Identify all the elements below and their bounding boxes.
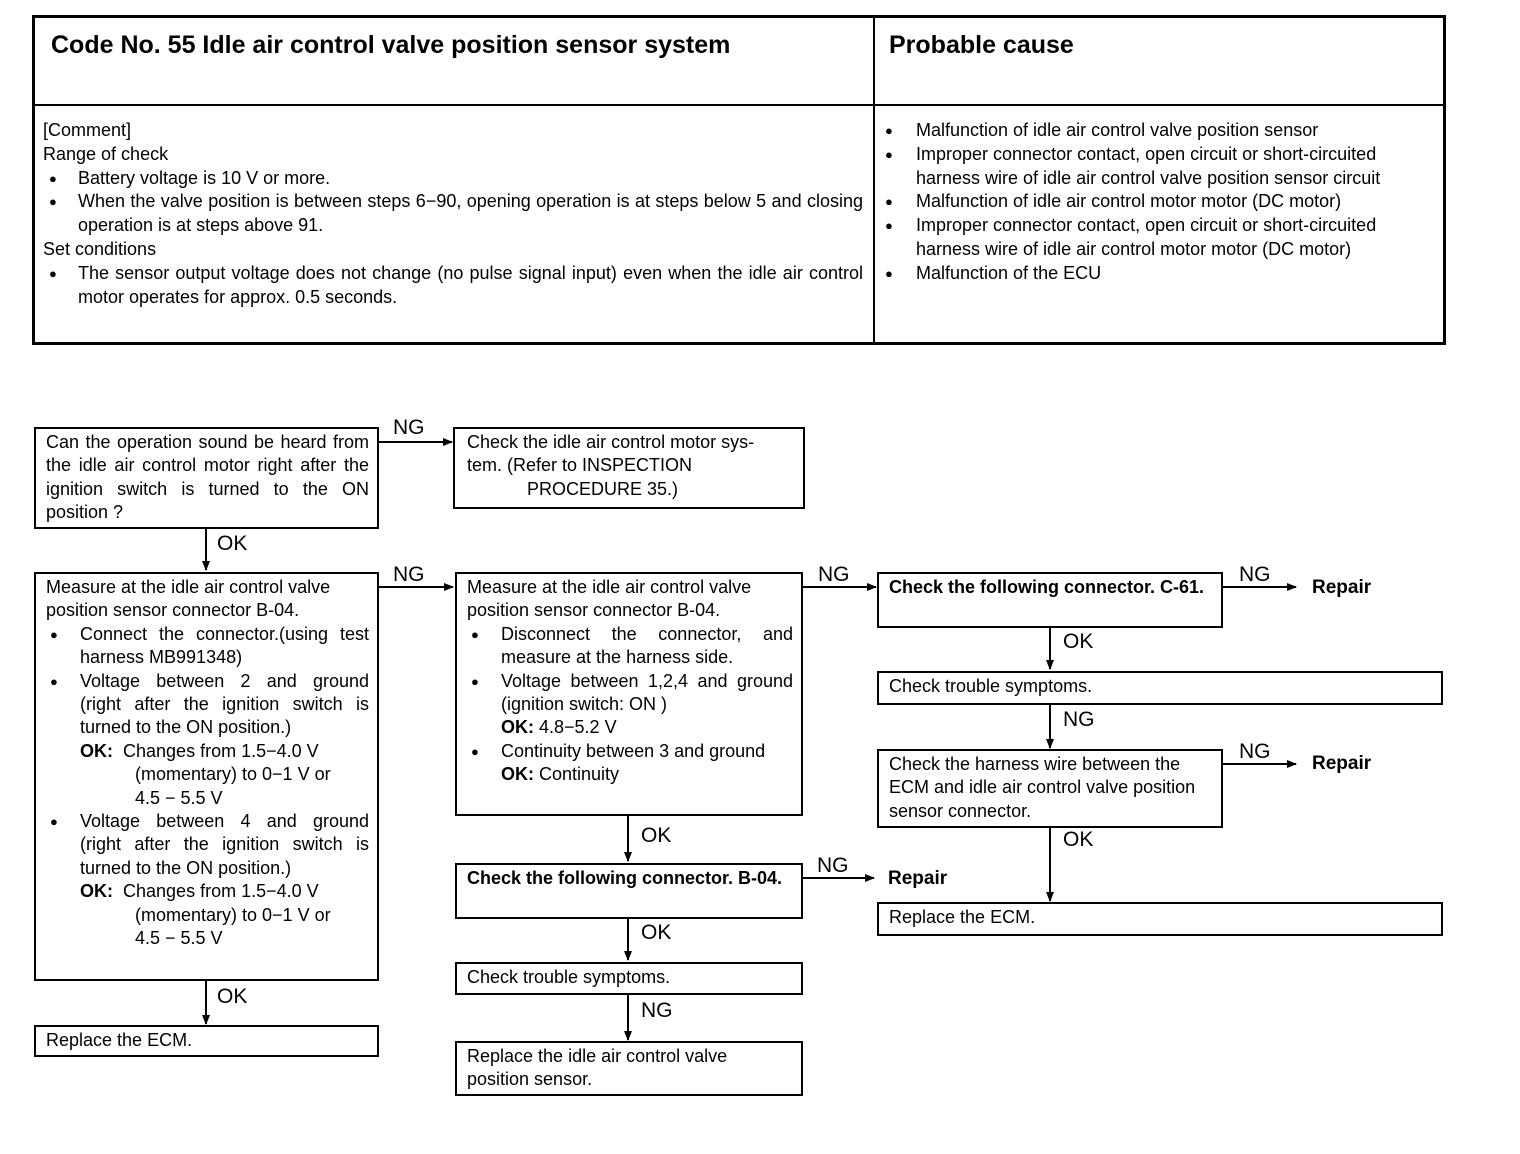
check-iac-motor-box [453,427,805,509]
check-harness-text: Check the harness wire between the ECM and idle air control valve position sensor connector. [889,754,1196,821]
range-item: ● When the valve position is between steps 6−90, opening operation is at steps below 5 and closing operation is at steps above 91. [43,190,863,238]
ok-label: OK: [501,764,534,785]
probable-cause-title: Probable cause [889,31,1074,59]
cause-item: ● Malfunction of idle air control valve position sensor [881,119,1437,143]
m2-item: ● Continuity between 3 and ground [467,740,793,763]
ok-value: (momentary) to 0−1 V or [135,764,331,785]
replace-ecm-text: Replace the ECM. [46,1030,193,1050]
trouble-symptoms-text: Check trouble symptoms. [467,967,671,987]
ok-label: OK: [501,717,534,738]
trouble-symptoms-text: Check trouble symptoms. [889,676,1093,696]
ng-label: NG [1239,740,1271,763]
m1-item: ● Connect the connector.(using test harness MB991348) [46,623,369,670]
range-item: ● Battery voltage is 10 V or more. [43,167,863,191]
check-connector-b04-box [455,863,803,919]
set-conditions-label: Set conditions [43,238,157,259]
ok-label: OK: [80,740,113,761]
q1-operation-sound-box [34,427,379,529]
check-connector-c61-text: Check the following connector. C-61. [889,577,1205,597]
m1-ok-line [46,740,369,763]
cause-item: ● Improper connector contact, open circuit or short-circuited harness wire of idle air control valve position sensor circuit [881,143,1437,191]
check-iac-line: PROCEDURE 35.) [527,478,679,499]
ok-value: (momentary) to 0−1 V or [135,904,331,925]
q1-text: Can the operation sound be heard from the idle air control motor right after the ignition switch is turned to the ON position ? [46,432,369,523]
cause-item: ● Malfunction of the ECU [881,262,1437,286]
check-harness-box [877,749,1223,828]
ok-value: Changes from 1.5−4.0 V [123,740,319,761]
replace-ecm-box-1 [34,1025,379,1057]
m2-item: ● Voltage between 1,2,4 and ground (ignition switch: ON ) [467,670,793,717]
replace-sensor-box [455,1041,803,1096]
m1-title: Measure at the idle air control valve position sensor connector B-04. [46,577,331,621]
replace-ecm-text: Replace the ECM. [889,907,1036,927]
ok-value: 4.5 − 5.5 V [135,787,223,808]
trouble-symptoms-box-1 [455,962,803,995]
m1-measure-box [34,572,379,981]
check-connector-c61-box [877,572,1223,628]
check-iac-line: tem. (Refer to INSPECTION [467,455,693,476]
ng-label: NG [641,999,673,1022]
comment-label: [Comment] [43,120,132,140]
ng-label: NG [393,416,425,439]
ok-label: OK [641,921,672,944]
ok-value: 4.5 − 5.5 V [135,928,223,949]
ng-label: NG [818,563,850,586]
range-label: Range of check [43,143,169,164]
ng-label: NG [817,854,849,877]
replace-sensor-text: Replace the idle air control valve position sensor. [467,1046,728,1090]
cause-item: ● Malfunction of idle air control motor motor (DC motor) [881,190,1437,214]
repair-label: Repair [1312,753,1372,774]
m1-item: ● Voltage between 2 and ground (right after the ignition switch is turned to the ON position.) [46,670,369,740]
trouble-symptoms-box-2 [877,671,1443,705]
m2-title: Measure at the idle air control valve position sensor connector B-04. [467,577,752,621]
check-iac-line: Check the idle air control motor sys- [467,432,755,452]
ok-label: OK [217,985,248,1008]
m1-ok-line [46,880,369,903]
m2-item: ● Disconnect the connector, and measure at the harness side. [467,623,793,670]
m2-measure-box [455,572,803,816]
check-connector-b04-text: Check the following connector. B-04. [467,868,783,888]
set-condition-item: ● The sensor output voltage does not change (no pulse signal input) even when the idle air control motor operates for approx. 0.5 seconds. [43,262,863,310]
m2-ok-line [467,763,793,786]
m2-ok-line [467,716,793,739]
ok-label: OK [1063,828,1094,851]
repair-label: Repair [1312,577,1372,598]
ok-value: Changes from 1.5−4.0 V [123,881,319,902]
ok-label: OK: [80,881,113,902]
ok-label: OK [217,532,248,555]
ok-label: OK [1063,630,1094,653]
repair-label: Repair [888,868,948,889]
ok-label: OK [641,824,672,847]
replace-ecm-box-2 [877,902,1443,936]
ok-value: 4.8−5.2 V [539,717,617,738]
ng-label: NG [1063,708,1095,731]
m1-item: ● Voltage between 4 and ground (right after the ignition switch is turned to the ON position.) [46,810,369,880]
ng-label: NG [393,563,425,586]
cause-item: ● Improper connector contact, open circuit or short-circuited harness wire of idle air control motor motor (DC motor) [881,214,1437,262]
ng-label: NG [1239,563,1271,586]
code-title: Code No. 55 Idle air control valve position sensor system [51,31,731,59]
ok-value: Continuity [539,764,620,785]
